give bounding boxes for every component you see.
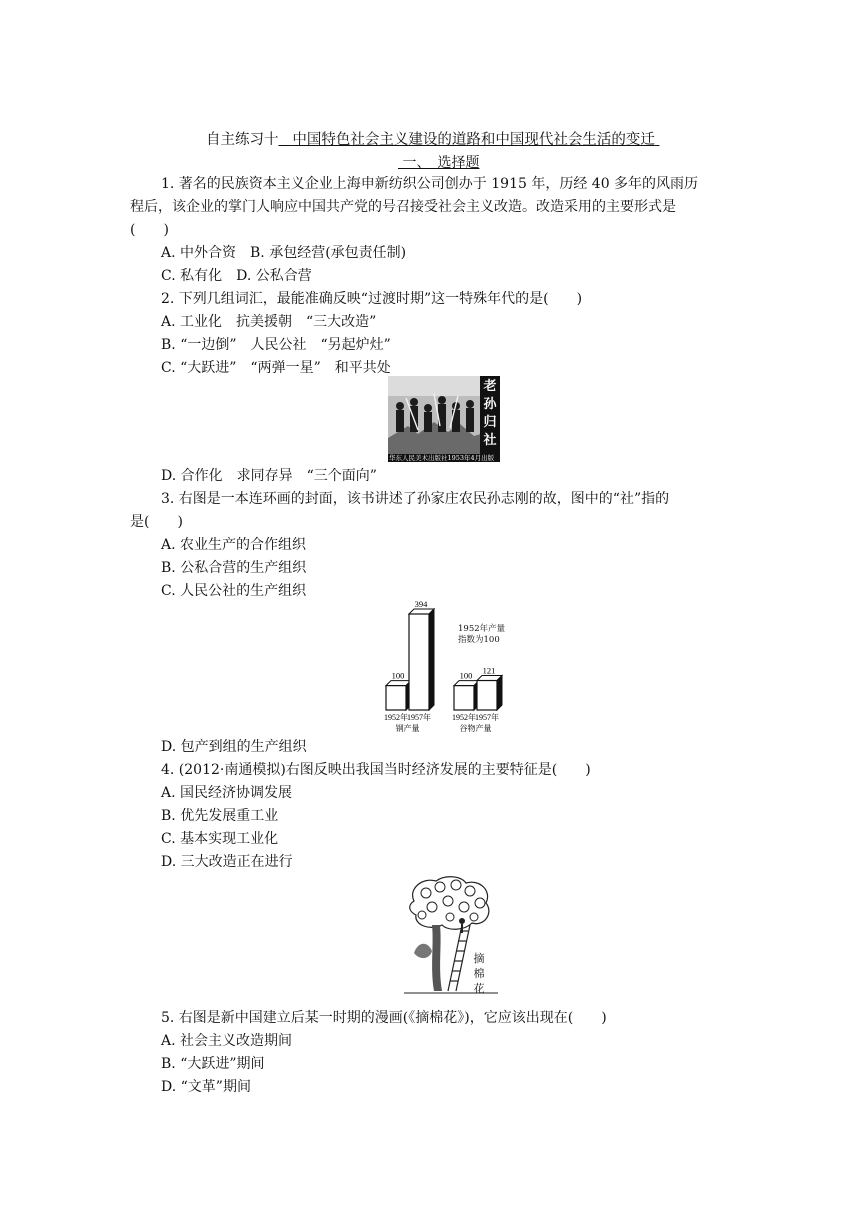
q1-options-cd: C. 私有化 D. 公私合营 xyxy=(161,268,312,284)
chart-value-label: 394 xyxy=(414,599,428,609)
q1-stem-line3: ( ) xyxy=(130,222,169,238)
q3-option-d: D. 包产到组的生产组织 xyxy=(161,739,307,755)
cartoon-caption: 摘 棉 花 xyxy=(473,952,485,995)
q1-stem-line2: 程后，该企业的掌门人响应中国共产党的号召接受社会主义改造。改造采用的主要形式是 xyxy=(130,199,676,215)
q3-option-b: B. 公私合营的生产组织 xyxy=(161,560,307,576)
chart-group-label: 谷物产量 xyxy=(459,724,492,733)
chart-note xyxy=(458,624,505,646)
q1-stem-line1: 1. 著名的民族资本主义企业上海申新纺织公司创办于 1915 年，历经 40 多年的风雨历 xyxy=(161,176,699,192)
chart-bar xyxy=(454,686,474,710)
q5-stem: 5. 右图是新中国建立后某一时期的漫画(《摘棉花》)，它应该出现在( ) xyxy=(161,1010,607,1026)
q4-option-b: B. 优先发展重工业 xyxy=(161,808,279,824)
q3-option-c: C. 人民公社的生产组织 xyxy=(161,583,307,599)
chart-group-label: 钢产量 xyxy=(395,724,420,733)
chart-category-label: 1952年 xyxy=(452,713,476,722)
chart-note-line1: 1952年产量 xyxy=(458,624,506,634)
q2-option-b: B. “一边倒” 人民公社 “另起炉灶” xyxy=(161,337,391,353)
chart-bar xyxy=(409,614,429,710)
comic-title: 老 孙 归 社 xyxy=(483,379,497,448)
title-prefix: 自主练习十 xyxy=(206,132,279,148)
title-main: 中国特色社会主义建设的道路和中国现代社会生活的变迁 xyxy=(292,132,655,148)
cotton-cartoon-image xyxy=(404,875,498,997)
comic-cover-image xyxy=(388,376,500,462)
q2-option-a: A. 工业化 抗美援朝 “三大改造” xyxy=(161,314,377,330)
q2-option-d: D. 合作化 求同存异 “三个面向” xyxy=(161,468,377,484)
chart-value-label: 100 xyxy=(459,670,473,681)
page-title xyxy=(206,130,659,150)
q2-option-c: C. “大跃进” “两弹一星” 和平共处 xyxy=(161,360,391,376)
q3-stem-line2: 是( ) xyxy=(130,514,183,530)
q1-options-ab: A. 中外合资 B. 承包经营(承包责任制) xyxy=(161,245,407,261)
chart-value-label: 100 xyxy=(391,670,405,681)
q4-option-c: C. 基本实现工业化 xyxy=(161,831,279,847)
section-heading: 一、 选择题 xyxy=(402,155,480,171)
chart-bar-side xyxy=(429,609,434,710)
chart-bar xyxy=(477,681,497,710)
chart-category-label: 1957年 xyxy=(407,713,431,722)
q4-option-a: A. 国民经济协调发展 xyxy=(161,785,293,801)
q5-option-d: D. “文革”期间 xyxy=(161,1079,251,1095)
chart-category-label: 1957年 xyxy=(475,713,499,722)
chart-category-label: 1952年 xyxy=(384,713,408,722)
chart-bar-side xyxy=(497,676,502,710)
q3-stem-line1: 3. 右图是一本连环画的封面，该书讲述了孙家庄农民孙志刚的故，图中的“社”指的 xyxy=(161,491,670,507)
chart-value-label: 121 xyxy=(482,665,496,676)
chart-note-line2: 指数为100 xyxy=(458,635,500,645)
q5-option-a: A. 社会主义改造期间 xyxy=(161,1033,293,1049)
chart-canvas xyxy=(378,598,518,738)
chart-bar xyxy=(386,686,406,710)
q4-option-d: D. 三大改造正在进行 xyxy=(161,854,293,870)
q4-stem: 4. (2012·南通模拟)右图反映出我国当时经济发展的主要特征是( ) xyxy=(161,762,591,778)
production-index-chart xyxy=(378,598,518,738)
q5-option-b: B. “大跃进”期间 xyxy=(161,1056,265,1072)
q3-option-a: A. 农业生产的合作组织 xyxy=(161,537,307,553)
comic-publisher: 华东人民美术出版社1953年4月出版 xyxy=(389,454,495,462)
q2-stem: 2. 下列几组词汇，最能准确反映“过渡时期”这一特殊年代的是( ) xyxy=(161,291,583,307)
